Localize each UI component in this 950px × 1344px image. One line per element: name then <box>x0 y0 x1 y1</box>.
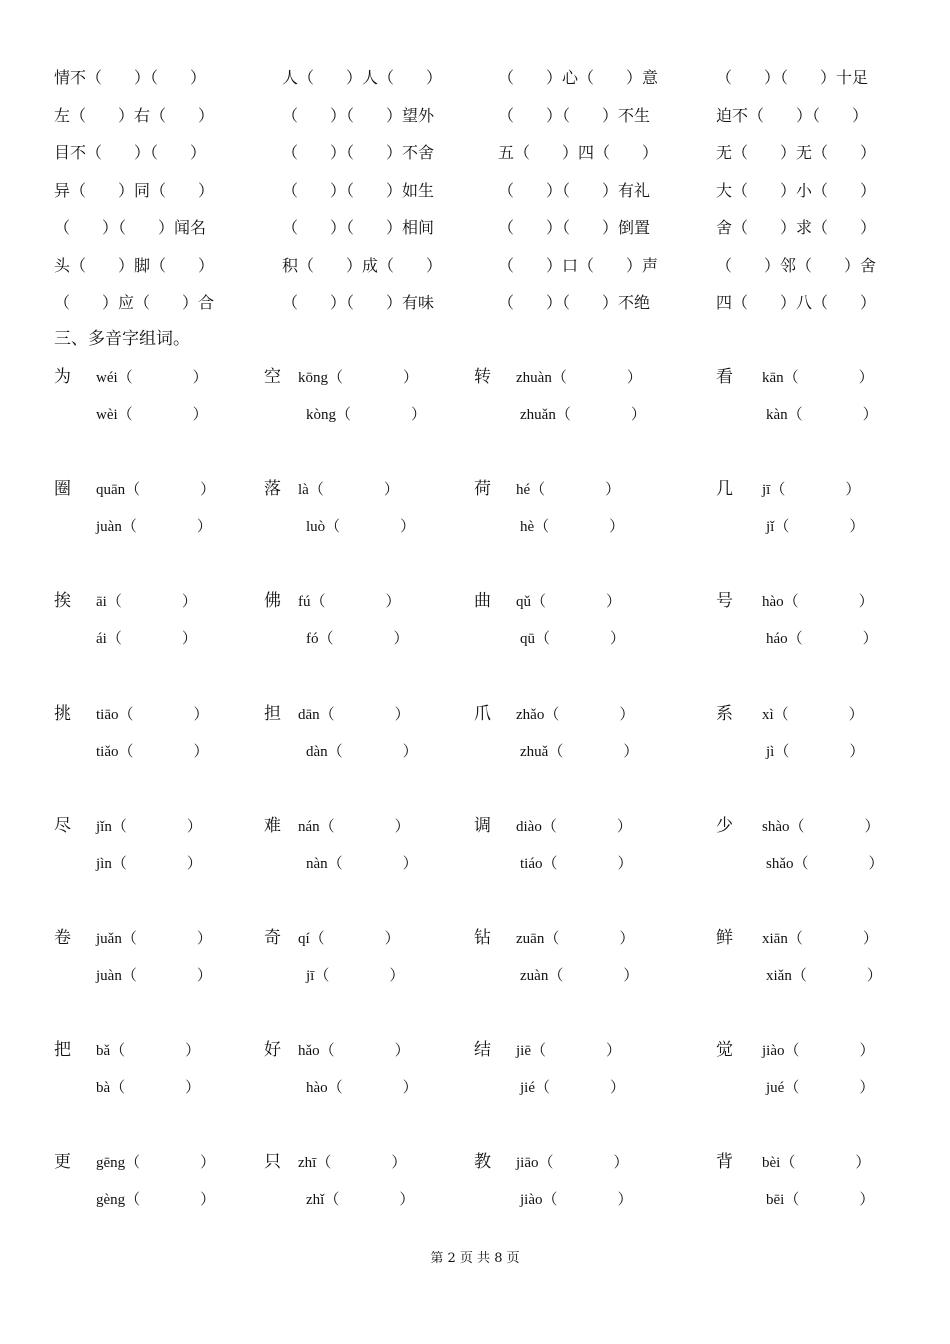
polyphone-char: 佛 <box>264 591 281 612</box>
idiom-item: （ ）心（ ）意 <box>498 68 659 87</box>
idiom-item: （ ）（ ）不舍 <box>282 143 435 162</box>
section-heading: 三、多音字组词。 <box>54 329 190 349</box>
polyphone-char: 调 <box>474 815 491 836</box>
pinyin-blank-2: gèng（ ） <box>96 1192 216 1209</box>
pinyin-blank-1: hǎo（ ） <box>298 1043 410 1060</box>
polyphone-char: 荷 <box>474 479 491 500</box>
polyphone-char: 爪 <box>474 703 491 724</box>
polyphone-char: 系 <box>716 703 733 724</box>
pinyin-blank-1: jiāo（ ） <box>516 1155 629 1172</box>
pinyin-blank-2: zhǐ（ ） <box>306 1192 415 1209</box>
idiom-item: （ ）（ ）相间 <box>282 218 435 237</box>
polyphone-char: 背 <box>716 1152 733 1173</box>
pinyin-blank-1: gēng（ ） <box>96 1155 216 1172</box>
polyphone-char: 空 <box>264 367 281 387</box>
idiom-item: （ ）（ ）闻名 <box>54 218 207 237</box>
pinyin-blank-1: xiān（ ） <box>762 931 878 947</box>
pinyin-blank-1: jiào（ ） <box>762 1043 875 1060</box>
idiom-item: 人（ ）人（ ） <box>282 68 443 87</box>
pinyin-blank-1: hào（ ） <box>762 594 874 611</box>
pinyin-blank-2: dàn（ ） <box>306 743 418 760</box>
idiom-item: （ ）（ ）十足 <box>716 68 869 87</box>
pinyin-blank-2: zhuǎ（ ） <box>520 743 639 760</box>
idiom-item: 四（ ）八（ ） <box>716 293 877 312</box>
polyphone-char: 教 <box>474 1152 491 1173</box>
polyphone-char: 结 <box>474 1040 491 1061</box>
pinyin-blank-1: jiē（ ） <box>516 1043 621 1060</box>
polyphone-char: 尽 <box>54 815 71 836</box>
pinyin-blank-2: zuàn（ ） <box>520 968 639 984</box>
pinyin-blank-1: qǔ（ ） <box>516 594 622 611</box>
idiom-item: （ ）（ ）不绝 <box>498 293 651 312</box>
polyphone-char: 几 <box>716 479 733 500</box>
pinyin-blank-1: hé（ ） <box>516 482 621 499</box>
idiom-item: 积（ ）成（ ） <box>282 255 443 275</box>
pinyin-blank-2: tiáo（ ） <box>520 855 633 872</box>
page-footer: 第 2 页 共 8 页 <box>430 1251 520 1266</box>
pinyin-blank-1: kān（ ） <box>762 370 874 386</box>
idiom-item: （ ）（ ）望外 <box>282 105 435 125</box>
idiom-item: 大（ ）小（ ） <box>716 180 877 200</box>
pinyin-blank-1: diào（ ） <box>516 818 632 835</box>
pinyin-blank-1: shào（ ） <box>762 818 880 835</box>
pinyin-blank-1: nán（ ） <box>298 818 410 835</box>
pinyin-blank-1: xì（ ） <box>762 706 864 723</box>
idiom-item: （ ）（ ）如生 <box>282 180 435 200</box>
pinyin-blank-1: zhuàn（ ） <box>516 370 642 386</box>
polyphone-char: 看 <box>716 367 733 387</box>
pinyin-blank-2: jiào（ ） <box>520 1192 633 1209</box>
pinyin-blank-1: tiāo（ ） <box>96 706 209 723</box>
pinyin-blank-2: fó（ ） <box>306 631 409 648</box>
pinyin-blank-2: kàn（ ） <box>766 407 878 423</box>
pinyin-blank-2: zhuǎn（ ） <box>520 407 646 423</box>
pinyin-blank-2: xiǎn（ ） <box>766 968 882 984</box>
pinyin-blank-2: bēi（ ） <box>766 1192 875 1209</box>
pinyin-blank-2: kòng（ ） <box>306 407 427 423</box>
pinyin-blank-2: qū（ ） <box>520 631 626 648</box>
idiom-item: （ ）应（ ）合 <box>54 293 215 312</box>
pinyin-blank-2: jì（ ） <box>766 743 865 760</box>
polyphone-char: 只 <box>264 1152 281 1173</box>
polyphone-char: 转 <box>474 367 491 387</box>
pinyin-blank-2: juàn（ ） <box>96 519 212 536</box>
polyphone-char: 奇 <box>264 928 281 948</box>
polyphone-char: 鲜 <box>716 928 733 948</box>
idiom-item: （ ）（ ）不生 <box>498 105 651 125</box>
pinyin-blank-1: juǎn（ ） <box>96 931 212 947</box>
pinyin-blank-2: shǎo（ ） <box>766 855 884 872</box>
pinyin-blank-1: jī（ ） <box>762 482 861 499</box>
idiom-item: （ ）口（ ）声 <box>498 255 659 275</box>
pinyin-blank-2: bà（ ） <box>96 1080 201 1097</box>
polyphone-char: 更 <box>54 1152 71 1173</box>
pinyin-blank-1: wéi（ ） <box>96 370 208 386</box>
pinyin-blank-1: bǎ（ ） <box>96 1043 201 1060</box>
idiom-item: （ ）（ ）有味 <box>282 293 435 312</box>
pinyin-blank-2: háo（ ） <box>766 631 878 648</box>
pinyin-blank-1: zhī（ ） <box>298 1155 407 1172</box>
idiom-item: 头（ ）脚（ ） <box>54 255 215 275</box>
idiom-item: （ ）（ ）有礼 <box>498 180 651 200</box>
pinyin-blank-2: ái（ ） <box>96 631 197 648</box>
idiom-item: 情不（ ）（ ） <box>54 68 207 87</box>
pinyin-blank-2: hào（ ） <box>306 1080 418 1097</box>
idiom-item: （ ）邻（ ）舍 <box>716 255 877 275</box>
pinyin-blank-2: juàn（ ） <box>96 968 212 984</box>
pinyin-blank-2: jié（ ） <box>520 1080 625 1097</box>
idiom-item: （ ）（ ）倒置 <box>498 218 651 237</box>
polyphone-char: 担 <box>264 703 281 724</box>
pinyin-blank-2: hè（ ） <box>520 519 625 536</box>
idiom-item: 目不（ ）（ ） <box>54 143 207 162</box>
pinyin-blank-1: quān（ ） <box>96 482 216 499</box>
idiom-item: 异（ ）同（ ） <box>54 180 215 200</box>
idiom-item: 舍（ ）求（ ） <box>716 218 877 237</box>
idiom-item: 左（ ）右（ ） <box>54 105 215 125</box>
pinyin-blank-2: jué（ ） <box>766 1080 875 1097</box>
pinyin-blank-2: jī（ ） <box>306 968 405 984</box>
pinyin-blank-2: jìn（ ） <box>96 855 202 872</box>
idiom-item: 无（ ）无（ ） <box>716 143 877 162</box>
idiom-item: 迫不（ ）（ ） <box>716 105 869 125</box>
pinyin-blank-2: nàn（ ） <box>306 855 418 872</box>
pinyin-blank-1: là（ ） <box>298 482 399 499</box>
pinyin-blank-1: zuān（ ） <box>516 931 635 947</box>
polyphone-char: 把 <box>54 1040 71 1061</box>
pinyin-blank-1: fú（ ） <box>298 594 401 611</box>
pinyin-blank-1: jǐn（ ） <box>96 818 202 835</box>
polyphone-char: 好 <box>264 1040 281 1061</box>
pinyin-blank-1: bèi（ ） <box>762 1155 871 1172</box>
polyphone-char: 卷 <box>54 928 71 948</box>
pinyin-blank-2: wèi（ ） <box>96 407 208 423</box>
pinyin-blank-1: dān（ ） <box>298 706 410 723</box>
polyphone-char: 挨 <box>54 591 71 612</box>
polyphone-char: 觉 <box>716 1040 733 1061</box>
polyphone-char: 号 <box>716 591 733 612</box>
pinyin-blank-2: tiǎo（ ） <box>96 743 209 760</box>
polyphone-char: 挑 <box>54 703 71 724</box>
idiom-item: 五（ ）四（ ） <box>498 143 659 162</box>
pinyin-blank-2: luò（ ） <box>306 519 416 536</box>
polyphone-char: 圈 <box>54 479 71 500</box>
pinyin-blank-2: jǐ（ ） <box>766 519 865 536</box>
polyphone-char: 为 <box>54 367 71 387</box>
pinyin-blank-1: qí（ ） <box>298 931 400 947</box>
pinyin-blank-1: āi（ ） <box>96 594 197 611</box>
polyphone-char: 少 <box>716 815 733 836</box>
polyphone-char: 落 <box>264 479 281 500</box>
pinyin-blank-1: kōng（ ） <box>298 370 419 386</box>
polyphone-char: 曲 <box>474 591 491 612</box>
pinyin-blank-1: zhǎo（ ） <box>516 706 635 723</box>
polyphone-char: 钻 <box>474 928 491 948</box>
polyphone-char: 难 <box>264 815 281 836</box>
